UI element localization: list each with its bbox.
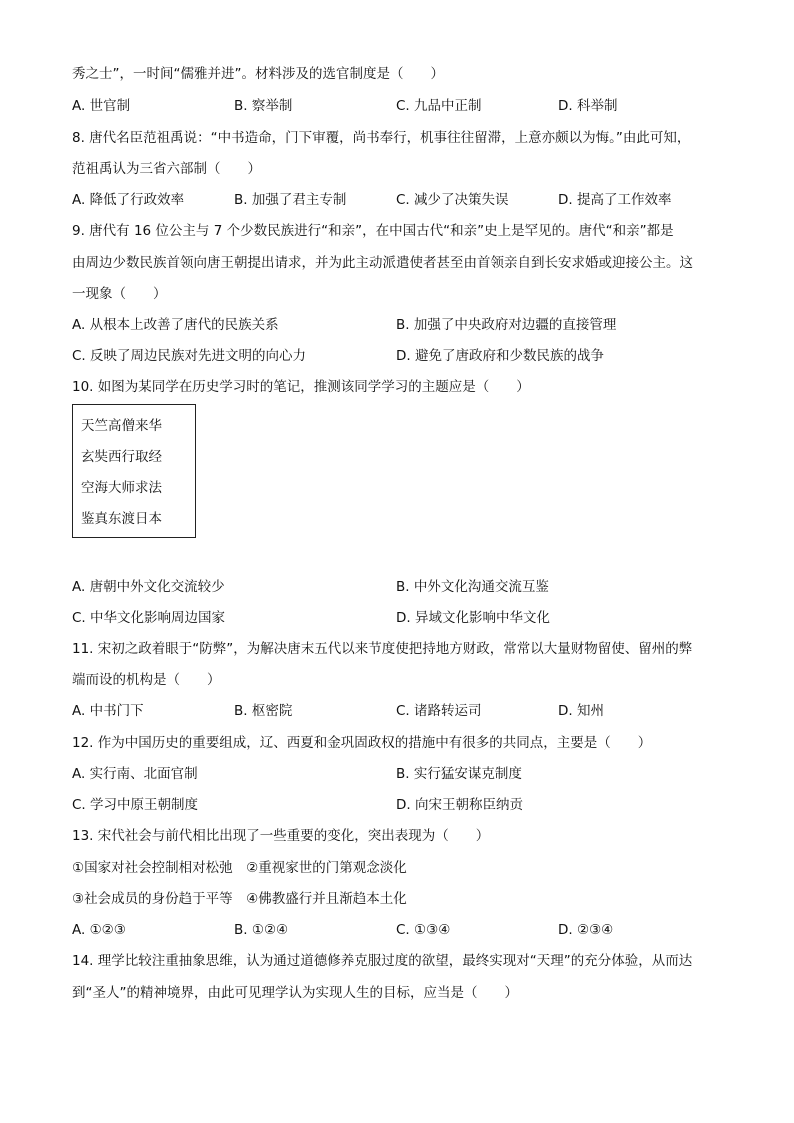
q11-option-b: B. 枢密院: [234, 703, 293, 719]
q14-stem-line2: 到“圣人”的精神境界，由此可见理学认为实现人生的目标，应当是（ ）: [72, 985, 518, 1001]
note-item: 天竺高僧来华: [81, 418, 162, 434]
q10-option-d: D. 异域文化影响中华文化: [396, 610, 550, 626]
q10-option-b: B. 中外文化沟通交流互鉴: [396, 579, 549, 595]
q12-option-d: D. 向宋王朝称臣纳贡: [396, 797, 523, 813]
q10-option-a: A. 唐朝中外文化交流较少: [72, 579, 225, 595]
q9-option-a: A. 从根本上改善了唐代的民族关系: [72, 317, 279, 333]
study-notes-box: [72, 404, 196, 538]
q13-option-c: C. ①③④: [396, 922, 451, 938]
q8-option-a: A. 降低了行政效率: [72, 192, 185, 208]
q8-stem-line1: 8. 唐代名臣范祖禹说：“中书造命，门下审覆，尚书奉行，机事往往留滞，上意亦颇以为悔。”由此可知，: [72, 130, 691, 146]
q12-stem: 12. 作为中国历史的重要组成，辽、西夏和金巩固政权的措施中有很多的共同点，主要是（ ）: [72, 735, 652, 751]
q8-option-c: C. 减少了决策失误: [396, 192, 509, 208]
q13-option-d: D. ②③④: [558, 922, 614, 938]
q12-option-b: B. 实行猛安谋克制度: [396, 766, 522, 782]
q8-option-b: B. 加强了君主专制: [234, 192, 347, 208]
q9-option-c: C. 反映了周边民族对先进文明的向心力: [72, 348, 307, 364]
q9-stem-line2: 由周边少数民族首领向唐王朝提出请求，并为此主动派遣使者甚至由首领亲自到长安求婚或迎接公主。这: [72, 255, 693, 271]
q11-stem-line2: 端而设的机构是（ ）: [72, 672, 221, 688]
q7-stem: 秀之士”，一时间“儒雅并进”。材料涉及的选官制度是（ ）: [72, 66, 444, 82]
q9-option-b: B. 加强了中央政府对边疆的直接管理: [396, 317, 617, 333]
q14-stem-line1: 14. 理学比较注重抽象思维，认为通过道德修养克服过度的欲望，最终实现对“天理”的充分体验，从而达: [72, 953, 693, 969]
q9-option-d: D. 避免了唐政府和少数民族的战争: [396, 348, 604, 364]
q9-stem-line1: 9. 唐代有 16 位公主与 7 个少数民族进行“和亲”，在中国古代“和亲”史上是罕见的。唐代“和亲”都是: [72, 223, 674, 239]
q13-option-a: A. ①②③: [72, 922, 126, 938]
q13-statements-3-4: ③社会成员的身份趋于平等 ④佛教盛行并且渐趋本土化: [72, 891, 407, 907]
q11-option-d: D. 知州: [558, 703, 604, 719]
q13-stem: 13. 宋代社会与前代相比出现了一些重要的变化，突出表现为（ ）: [72, 828, 490, 844]
q11-stem-line1: 11. 宋初之政着眼于“防弊”，为解决唐末五代以来节度使把持地方财政，常常以大量财物留使、留州的弊: [72, 641, 693, 657]
note-item: 鉴真东渡日本: [81, 511, 162, 527]
note-item: 玄奘西行取经: [81, 449, 162, 465]
q8-option-d: D. 提高了工作效率: [558, 192, 672, 208]
q12-option-c: C. 学习中原王朝制度: [72, 797, 199, 813]
q7-option-a: A. 世官制: [72, 98, 131, 114]
q11-option-c: C. 诸路转运司: [396, 703, 482, 719]
q13-statements-1-2: ①国家对社会控制相对松弛 ②重视家世的门第观念淡化: [72, 860, 407, 876]
q10-option-c: C. 中华文化影响周边国家: [72, 610, 226, 626]
q7-option-d: D. 科举制: [558, 98, 618, 114]
q12-option-a: A. 实行南、北面官制: [72, 766, 198, 782]
q8-stem-line2: 范祖禹认为三省六部制（ ）: [72, 161, 261, 177]
q11-option-a: A. 中书门下: [72, 703, 144, 719]
q10-stem: 10. 如图为某同学在历史学习时的笔记，推测该同学学习的主题应是（ ）: [72, 379, 530, 395]
q13-option-b: B. ①②④: [234, 922, 289, 938]
note-item: 空海大师求法: [81, 480, 162, 496]
q7-option-c: C. 九品中正制: [396, 98, 482, 114]
q9-stem-line3: 一现象（ ）: [72, 286, 167, 302]
q7-option-b: B. 察举制: [234, 98, 293, 114]
